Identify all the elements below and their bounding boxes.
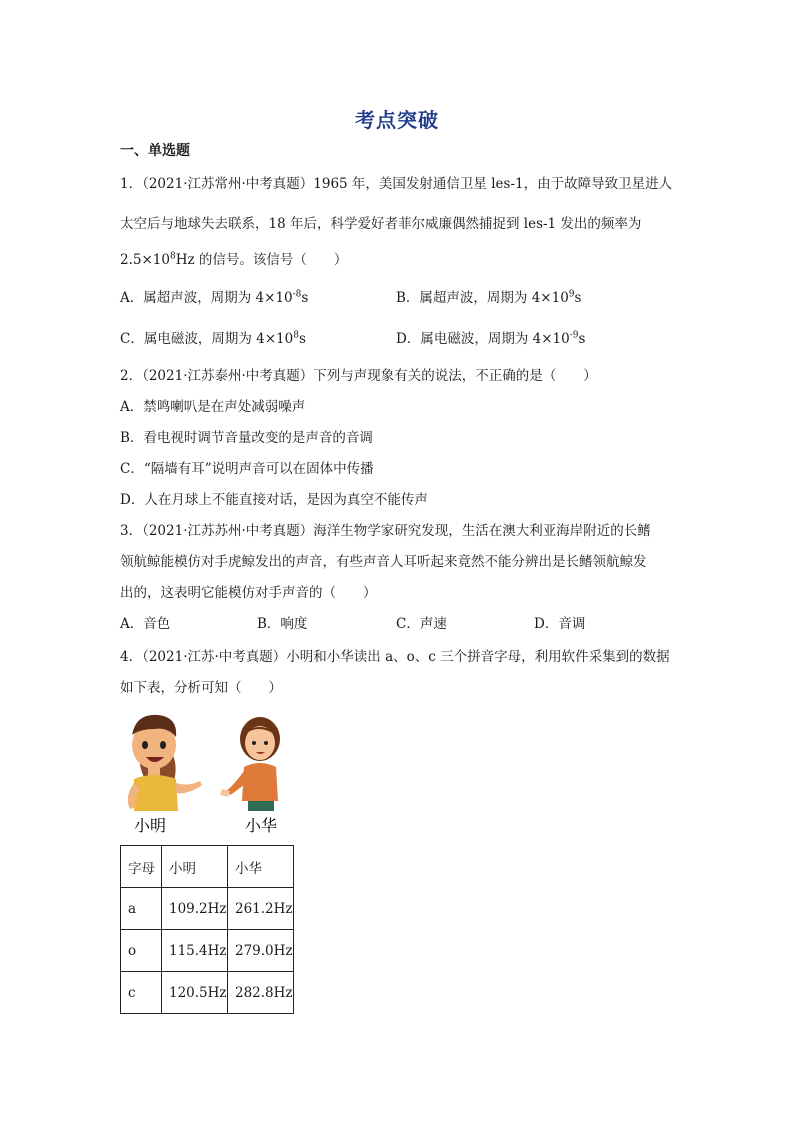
table-cell: o (121, 930, 162, 972)
q1-line-1: 1．（2021·江苏常州·中考真题）1965 年，美国发射通信卫星 les-1，由于故障导致卫星进人 (120, 176, 673, 192)
q3-line-1: 3．（2021·江苏苏州·中考真题）海洋生物学家研究发现，生活在澳大利亚海岸附近的长鳍 (120, 523, 651, 539)
q1-option-b-exponent: 9 (568, 289, 575, 300)
q1-option-d-text: D．属电磁波，周期为 4×10 (396, 331, 570, 347)
table-header-row (121, 846, 294, 888)
q3-option-c[interactable]: C．声速 (396, 616, 447, 632)
boy-figure (128, 715, 202, 811)
q1-option-c-text: C．属电磁波，周期为 4×10 (120, 331, 294, 347)
q1-option-d-unit: s (578, 331, 586, 347)
table-cell: 120.5Hz (162, 972, 228, 1014)
q1-option-a[interactable] (120, 286, 308, 306)
table-cell: 279.0Hz (228, 930, 294, 972)
q4-line-1: 4．（2021·江苏·中考真题）小明和小华读出 a、o、c 三个拼音字母，利用软件采集到的数据 (120, 649, 670, 665)
q1-option-a-exponent: -8 (292, 289, 302, 300)
q1-option-c[interactable] (120, 327, 306, 347)
q2-option-d[interactable]: D．人在月球上不能直接对话，是因为真空不能传声 (120, 492, 428, 508)
q1-line-3-exponent: 8 (169, 251, 176, 262)
q1-line-3-rest: Hz 的信号。该信号（ ） (175, 252, 348, 268)
q2-option-b[interactable]: B．看电视时调节音量改变的是声音的音调 (120, 430, 373, 446)
q1-option-b-text: B．属超声波，周期为 4×10 (396, 290, 569, 306)
q2-option-a[interactable]: A．禁鸣喇叭是在声处减弱噪声 (120, 399, 306, 415)
table-row (121, 930, 294, 972)
table-header-cell: 小明 (162, 846, 228, 888)
q2-stem: 2．（2021·江苏泰州·中考真题）下列与声现象有关的说法，不正确的是（ ） (120, 368, 597, 384)
table-row (121, 972, 294, 1014)
q3-option-a[interactable]: A．音色 (120, 616, 171, 632)
table-cell: 282.8Hz (228, 972, 294, 1014)
q1-line-3-base: 2.5×10 (120, 252, 170, 268)
q3-line-3: 出的，这表明它能模仿对手声音的（ ） (120, 585, 377, 601)
q1-option-d-exponent: -9 (569, 330, 579, 341)
table-cell: 109.2Hz (162, 888, 228, 930)
q1-option-b-unit: s (574, 290, 582, 306)
table-header-cell: 字母 (121, 846, 162, 888)
q3-option-d[interactable]: D．音调 (534, 616, 586, 632)
table-cell: 261.2Hz (228, 888, 294, 930)
page-title: 考点突破 (355, 108, 439, 132)
q1-option-c-unit: s (298, 331, 306, 347)
q2-option-c[interactable]: C．“隔墙有耳”说明声音可以在固体中传播 (120, 461, 374, 477)
q1-option-a-unit: s (301, 290, 309, 306)
q1-option-b[interactable] (396, 286, 581, 306)
q1-option-d[interactable] (396, 327, 585, 347)
q4-line-2: 如下表，分析可知（ ） (120, 680, 282, 696)
students-illustration (118, 705, 318, 840)
girl-figure (220, 717, 280, 811)
section-heading: 一、单选题 (120, 143, 190, 159)
table-header-cell: 小华 (228, 846, 294, 888)
q1-line-2: 太空后与地球失去联系，18 年后，科学爱好者菲尔威廉偶然捕捉到 les-1 发出的频率为 (120, 216, 642, 232)
q3-option-b[interactable]: B．响度 (257, 616, 308, 632)
figure-caption-xiaohua: 小华 (245, 816, 278, 835)
q3-line-2: 领航鲸能模仿对手虎鲸发出的声音，有些声音人耳听起来竟然不能分辨出是长鳍领航鲸发 (120, 554, 647, 570)
table-cell: c (121, 972, 162, 1014)
q1-line-3 (120, 248, 347, 268)
q1-option-c-exponent: 8 (293, 330, 299, 341)
table-cell: a (121, 888, 162, 930)
figure-caption-xiaoming: 小明 (134, 816, 167, 835)
q1-option-a-text: A．属超声波，周期为 4×10 (120, 290, 293, 306)
frequency-table (120, 845, 294, 1014)
table-row (121, 888, 294, 930)
table-cell: 115.4Hz (162, 930, 228, 972)
